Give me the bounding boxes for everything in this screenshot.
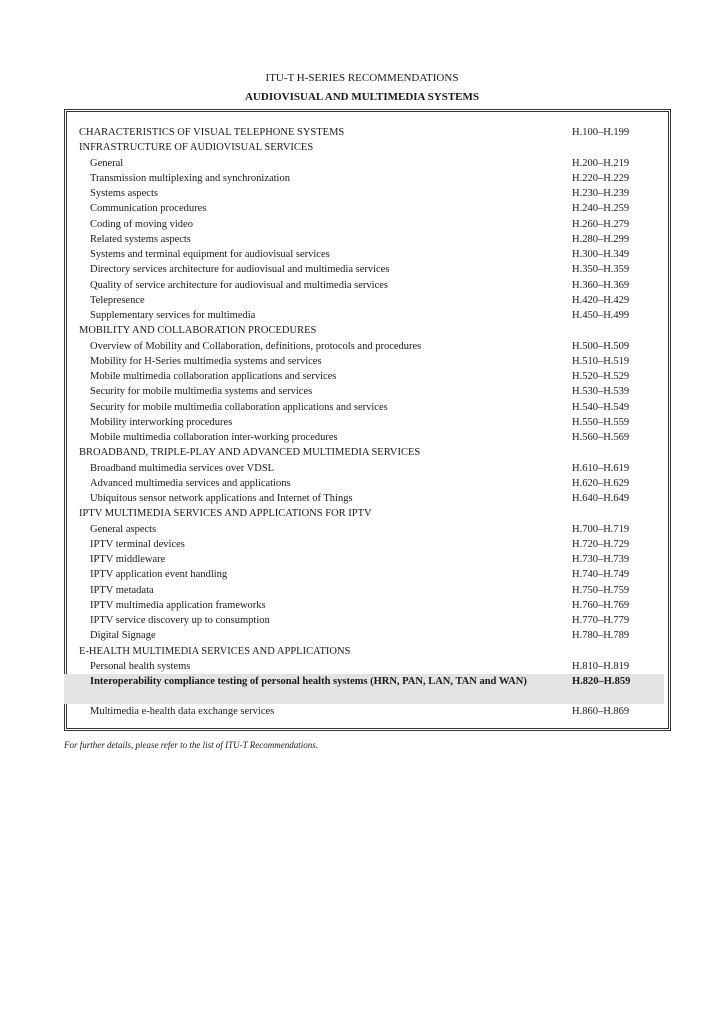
recommendation-title: Overview of Mobility and Collaboration, definitions, protocols and procedures: [90, 340, 422, 352]
recommendation-range: H.260–H.279: [572, 218, 630, 230]
recommendation-title: General aspects: [90, 523, 157, 535]
recommendation-range: H.700–H.719: [572, 523, 630, 535]
recommendation-title: Mobility interworking procedures: [90, 416, 233, 428]
recommendation-row: [79, 537, 651, 552]
recommendation-title: Quality of service architecture for audiovisual and multimedia services: [90, 279, 388, 291]
section-heading: INFRASTRUCTURE OF AUDIOVISUAL SERVICES: [79, 142, 314, 154]
recommendation-title: Mobile multimedia collaboration applications and services: [90, 371, 337, 382]
recommendation-title: IPTV metadata: [90, 584, 154, 596]
section-heading: E-HEALTH MULTIMEDIA SERVICES AND APPLICATIONS: [79, 645, 351, 657]
recommendation-title: Systems and terminal equipment for audiovisual services: [90, 249, 330, 260]
recommendation-row: [79, 369, 651, 384]
recommendation-range: H.780–H.789: [572, 630, 630, 642]
recommendation-row: [79, 430, 651, 445]
recommendation-row: [79, 247, 651, 262]
recommendation-range: H.530–H.539: [572, 386, 630, 398]
recommendation-title: IPTV service discovery up to consumption: [90, 615, 270, 626]
recommendation-row: [64, 674, 664, 704]
recommendation-row: [79, 567, 651, 582]
recommendation-title: Mobility for H-Series multimedia systems and services: [90, 355, 322, 367]
section-heading: MOBILITY AND COLLABORATION PROCEDURES: [79, 325, 317, 337]
series-title: ITU-T H-SERIES RECOMMENDATIONS: [265, 72, 459, 84]
recommendation-title: General: [90, 157, 124, 169]
recommendation-range: H.360–H.369: [572, 279, 630, 291]
recommendation-row: [79, 308, 651, 323]
section-heading: BROADBAND, TRIPLE-PLAY AND ADVANCED MULTIMEDIA SERVICES: [79, 447, 421, 459]
recommendation-title: IPTV terminal devices: [90, 538, 185, 550]
recommendation-range: H.560–H.569: [572, 432, 630, 443]
recommendation-title: Systems aspects: [90, 188, 158, 199]
recommendation-title: Security for mobile multimedia collaboration applications and services: [90, 401, 388, 413]
recommendation-title: Personal health systems: [90, 660, 191, 672]
recommendation-title: Communication procedures: [90, 203, 207, 215]
recommendation-range: H.750–H.759: [572, 584, 630, 596]
recommendation-row: [79, 628, 651, 643]
recommendation-row: [79, 201, 651, 216]
recommendation-range: H.730–H.739: [572, 554, 630, 565]
recommendation-row: [79, 598, 651, 613]
recommendation-range: H.640–H.649: [572, 493, 630, 504]
recommendation-title: IPTV middleware: [90, 554, 166, 565]
recommendation-title: Mobile multimedia collaboration inter-working procedures: [90, 432, 338, 443]
recommendation-range: H.720–H.729: [572, 538, 630, 550]
recommendation-title: Transmission multiplexing and synchronization: [90, 172, 290, 184]
recommendation-row: [79, 171, 651, 186]
recommendation-row: [79, 293, 651, 308]
recommendation-title: Ubiquitous sensor network applications and Internet of Things: [90, 493, 353, 504]
recommendation-row: [79, 262, 651, 277]
recommendation-range: H.820–H.859: [572, 676, 631, 687]
recommendation-row: [79, 415, 651, 430]
series-subtitle: AUDIOVISUAL AND MULTIMEDIA SYSTEMS: [244, 91, 479, 103]
section-heading-row: [79, 506, 651, 521]
recommendation-title: Telepresence: [90, 294, 145, 306]
recommendation-row: [79, 156, 651, 171]
recommendation-range: H.550–H.559: [572, 416, 630, 428]
recommendation-range: H.300–H.349: [572, 249, 630, 260]
section-heading-row: [79, 125, 651, 140]
recommendation-range: H.520–H.529: [572, 371, 630, 382]
recommendation-row: [79, 476, 651, 491]
recommendation-title: Coding of moving video: [90, 218, 193, 230]
recommendation-row: [79, 400, 651, 415]
recommendation-row: [79, 461, 651, 476]
recommendation-row: [79, 354, 651, 369]
recommendation-range: H.450–H.499: [572, 310, 630, 321]
recommendation-range: H.230–H.239: [572, 188, 630, 199]
recommendation-row: [79, 704, 651, 719]
recommendation-title: Advanced multimedia services and applications: [90, 477, 291, 489]
recommendation-range: H.860–H.869: [572, 706, 630, 717]
section-heading-row: [79, 445, 651, 460]
recommendation-title: Directory services architecture for audiovisual and multimedia services: [90, 264, 390, 276]
recommendation-range: H.610–H.619: [572, 462, 630, 474]
footer-note: For further details, please refer to the list of ITU-T Recommendations.: [64, 740, 318, 750]
recommendation-row: [79, 659, 651, 674]
section-heading: CHARACTERISTICS OF VISUAL TELEPHONE SYSTEMS: [79, 127, 345, 138]
recommendation-range: H.500–H.509: [572, 340, 630, 352]
recommendation-title: Broadband multimedia services over VDSL: [90, 462, 275, 474]
recommendation-range: H.100–H.199: [572, 127, 630, 138]
recommendation-title: Security for mobile multimedia systems and services: [90, 386, 313, 398]
section-heading-row: [79, 644, 651, 659]
recommendation-title: Interoperability compliance testing of personal health systems (HRN, PAN, LAN, TAN and WAN): [90, 676, 527, 687]
recommendation-range: H.540–H.549: [572, 401, 630, 413]
recommendation-range: H.220–H.229: [572, 172, 630, 184]
recommendation-title: IPTV multimedia application frameworks: [90, 599, 266, 611]
recommendation-row: [79, 384, 651, 399]
recommendation-range: H.770–H.779: [572, 615, 630, 626]
recommendation-range: H.350–H.359: [572, 264, 630, 276]
recommendation-row: [79, 339, 651, 354]
recommendation-range: H.240–H.259: [572, 203, 630, 215]
recommendation-range: H.420–H.429: [572, 294, 630, 306]
recommendation-row: [79, 522, 651, 537]
recommendations-list: [79, 125, 651, 719]
recommendation-range: H.620–H.629: [572, 477, 630, 489]
recommendation-row: [79, 613, 651, 628]
recommendation-title: Digital Signage: [90, 630, 156, 642]
recommendation-range: H.280–H.299: [572, 233, 630, 245]
recommendation-row: [79, 278, 651, 293]
recommendation-range: H.740–H.749: [572, 569, 630, 581]
recommendation-range: H.810–H.819: [572, 660, 630, 672]
section-heading-row: [79, 140, 651, 155]
recommendation-range: H.200–H.219: [572, 157, 630, 169]
recommendation-row: [79, 232, 651, 247]
recommendation-range: H.760–H.769: [572, 599, 630, 611]
section-heading-row: [79, 323, 651, 338]
recommendation-row: [79, 186, 651, 201]
recommendation-row: [79, 552, 651, 567]
recommendation-title: Supplementary services for multimedia: [90, 310, 256, 321]
section-heading: IPTV MULTIMEDIA SERVICES AND APPLICATIONS FOR IPTV: [79, 508, 372, 520]
recommendation-title: Multimedia e-health data exchange services: [90, 706, 275, 717]
recommendation-title: Related systems aspects: [90, 233, 191, 245]
recommendation-row: [79, 217, 651, 232]
recommendation-title: IPTV application event handling: [90, 569, 228, 581]
recommendation-range: H.510–H.519: [572, 355, 630, 367]
recommendation-row: [79, 491, 651, 506]
recommendation-row: [79, 583, 651, 598]
